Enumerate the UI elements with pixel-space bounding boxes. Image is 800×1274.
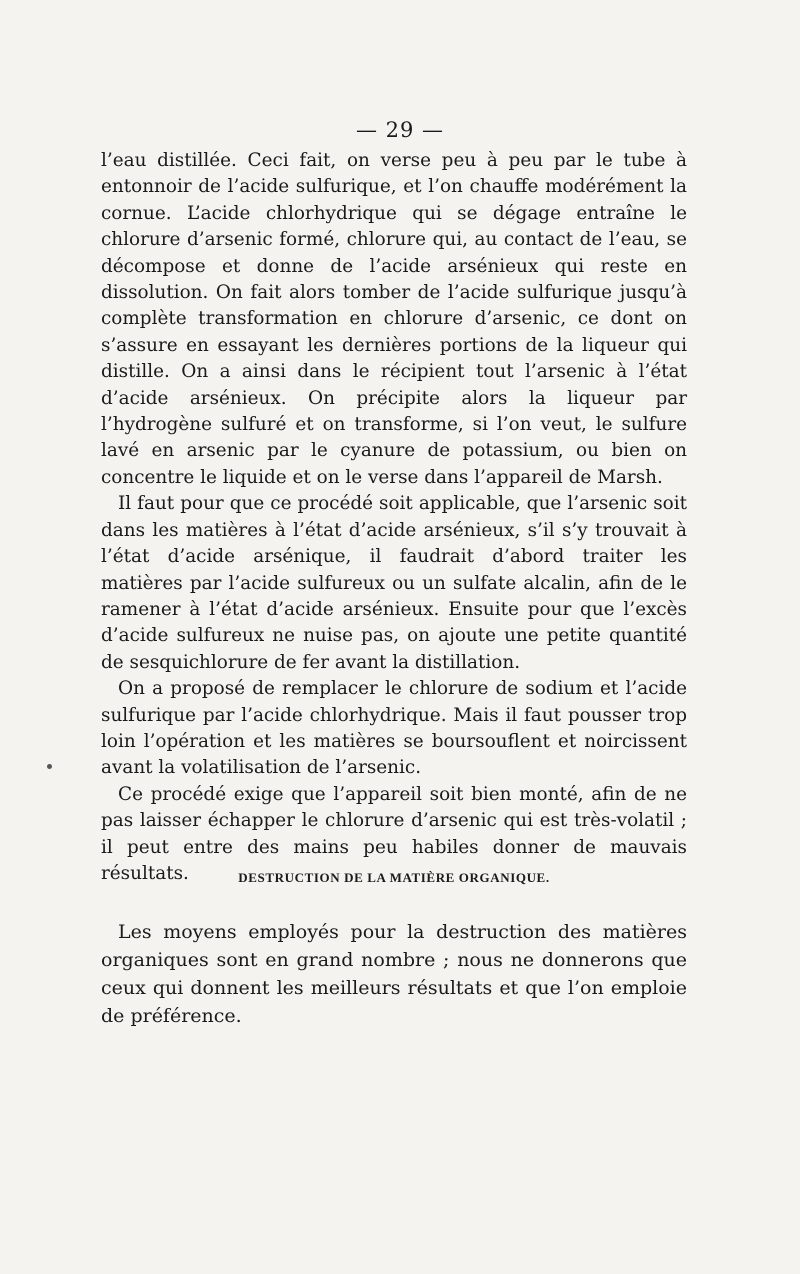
paragraph-warning: Ce procédé exige que l’appareil soit bien monté, afin de ne pas laisser échapper le chlorure d’arsenic qui est très-volatil ; il peut entre des mains peu habiles donner de mauvais résultats. <box>101 783 687 884</box>
paragraph-applicability: Il faut pour que ce procédé soit applicable, que l’arsenic soit dans les matières à l’état d’acide arsénieux, s’il s’y trouvait à l’état d’acide arsénique, il faudrait d’abord traiter les matières par l’acide sulfureux ou un sulfate alcalin, afin de le ramener à l’état d’acide arsénieux. Ensuite pour que l’excès d’acide sulfureux ne nuise pas, on ajoute une petite quantité de sesquichlorure de fer avant la distillation. <box>101 493 687 673</box>
section-text-block <box>101 918 687 1030</box>
paragraph-destruction-intro: Les moyens employés pour la destruction des matières organiques sont en grand nombre ; nous ne donnerons que ceux qui donnent les meilleurs résultats et que l’on emploie de préférence. <box>101 921 687 1027</box>
main-text-block <box>101 148 687 887</box>
paragraph-continuation: l’eau distillée. Ceci fait, on verse peu à peu par le tube à entonnoir de l’acide sulfurique, et l’on chauffe modérément la cornue. L’acide chlorhydrique qui se dégage entraîne le chlorure d’arsenic formé, chlorure qui, au contact de l’eau, se décompose et donne de l’acide arsénieux qui reste en dissolution. On fait alors tomber de l’acide sulfurique jusqu’à complète transformation en chlorure d’arsenic, ce dont on s’assure en essayant les dernières portions de la liqueur qui distille. On a ainsi dans le récipient tout l’arsenic à l’état d’acide arsénieux. On précipite alors la liqueur par l’hydrogène sulfuré et on transforme, si l’on veut, le sulfure lavé en arsenic par le cyanure de potassium, ou bien on concentre le liquide et on le verse dans l’appareil de Marsh. <box>101 150 687 488</box>
paragraph-proposal: On a proposé de remplacer le chlorure de sodium et l’acide sulfurique par l’acide chlorhydrique. Mais il faut pousser trop loin l’opération et les matières se boursouflent et noircissent avant la volatilisation de l’arsenic. <box>101 678 687 779</box>
page-number: — 29 — <box>355 118 445 142</box>
section-heading: DESTRUCTION DE LA MATIÈRE ORGANIQUE. <box>238 870 550 885</box>
margin-mark <box>47 764 52 769</box>
